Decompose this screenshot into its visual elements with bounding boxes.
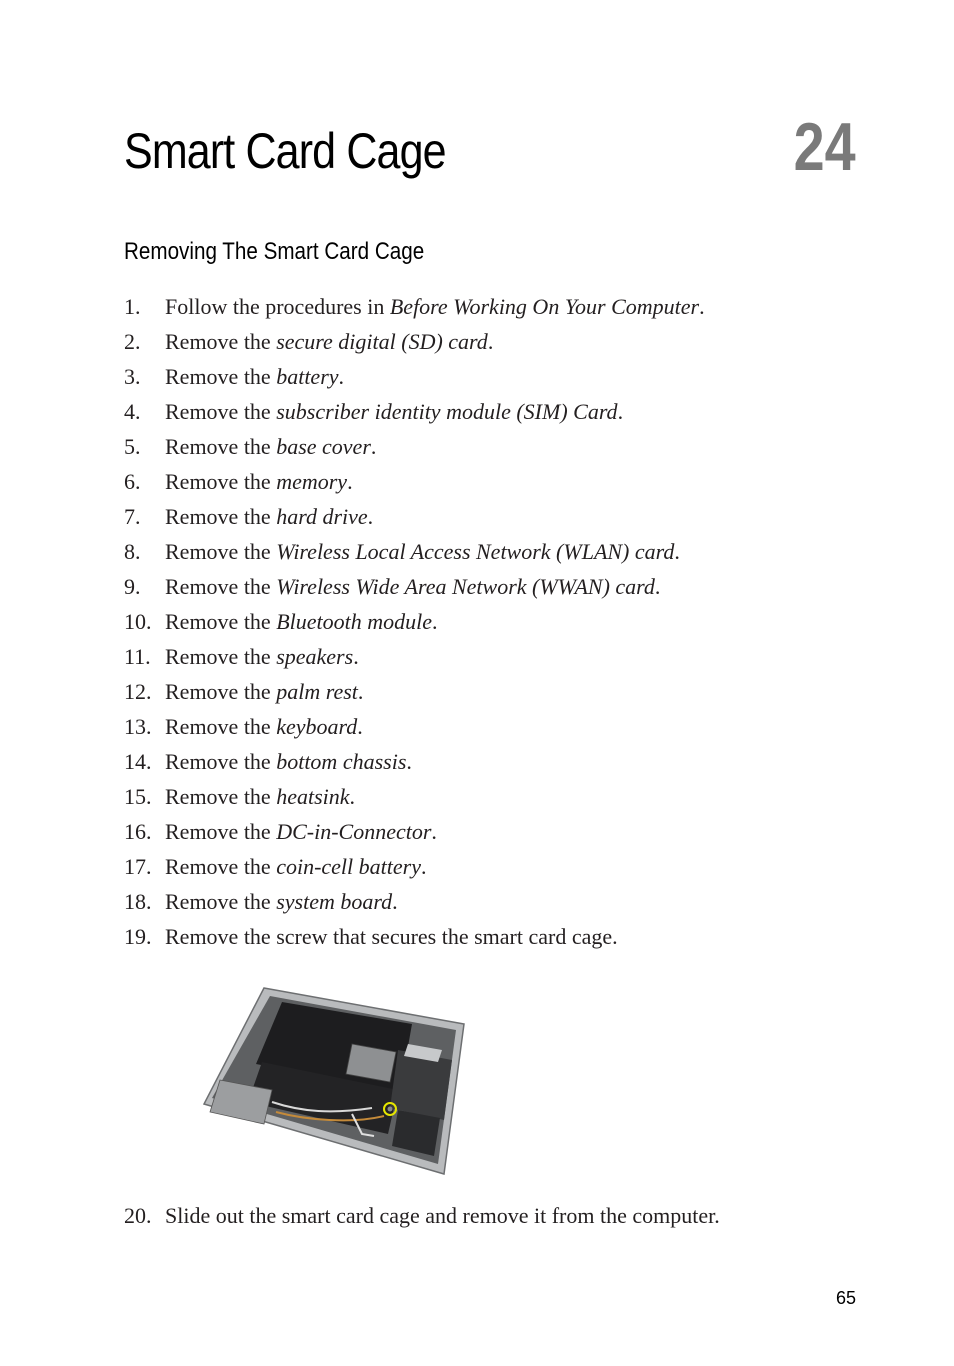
step-text: Remove the speakers. <box>165 644 359 669</box>
step-text: Remove the base cover. <box>165 434 377 459</box>
step-text: Remove the palm rest. <box>165 679 364 704</box>
step-reference: subscriber identity module (SIM) Card <box>276 399 618 424</box>
step-reference: base cover <box>276 434 371 459</box>
step-text: Remove the DC-in-Connector. <box>165 819 437 844</box>
step-text: Remove the keyboard. <box>165 714 363 739</box>
step-reference: hard drive <box>276 504 368 529</box>
step-number: 16. <box>124 819 152 844</box>
step-text: Remove the Wireless Wide Area Network (WWAN) card. <box>165 574 661 599</box>
step-reference: Bluetooth module <box>276 609 433 634</box>
step-reference: bottom chassis <box>276 749 407 774</box>
step-reference: DC-in-Connector <box>276 819 432 844</box>
step-text: Remove the bottom chassis. <box>165 749 412 774</box>
step-number: 2. <box>124 329 141 354</box>
laptop-chassis-photo <box>202 984 476 1176</box>
step-reference: battery <box>276 364 339 389</box>
step-reference: keyboard <box>276 714 358 739</box>
step-text: Remove the screw that secures the smart card cage. <box>165 924 618 949</box>
step-number: 9. <box>124 574 141 599</box>
step-text: Remove the coin-cell battery. <box>165 854 427 879</box>
step-text: Remove the subscriber identity module (SIM) Card. <box>165 399 624 424</box>
step-number: 6. <box>124 469 141 494</box>
step-number: 5. <box>124 434 141 459</box>
step-reference: heatsink <box>276 784 350 809</box>
step-reference: Before Working On Your Computer <box>389 294 700 319</box>
step-text: Slide out the smart card cage and remove it from the computer. <box>165 1203 720 1228</box>
step-number: 11. <box>124 644 151 669</box>
step-number: 12. <box>124 679 152 704</box>
step-text: Remove the system board. <box>165 889 398 914</box>
step-number: 4. <box>124 399 141 424</box>
step-number: 15. <box>124 784 152 809</box>
step-text: Remove the Bluetooth module. <box>165 609 438 634</box>
step-number: 1. <box>124 294 141 319</box>
step-reference: memory <box>276 469 348 494</box>
step-number: 7. <box>124 504 141 529</box>
step-number: 14. <box>124 749 152 774</box>
step-number: 3. <box>124 364 141 389</box>
chapter-number: 24 <box>793 109 856 185</box>
section-title: Removing The Smart Card Cage <box>124 238 425 265</box>
step-reference: speakers <box>276 644 354 669</box>
page-number: 65 <box>835 1288 856 1308</box>
step-text: Remove the secure digital (SD) card. <box>165 329 494 354</box>
step-text: Remove the Wireless Local Access Network (WLAN) card. <box>165 539 680 564</box>
step-text: Remove the memory. <box>165 469 353 494</box>
step-number: 10. <box>124 609 152 634</box>
step-reference: Wireless Local Access Network (WLAN) card <box>276 539 675 564</box>
step-text: Remove the heatsink. <box>165 784 356 809</box>
step-text: Follow the procedures in Before Working On Your Computer. <box>165 294 705 319</box>
step-text: Remove the battery. <box>165 364 345 389</box>
step-number: 18. <box>124 889 152 914</box>
step-number: 13. <box>124 714 152 739</box>
step-reference: system board <box>276 889 393 914</box>
step-number: 20. <box>124 1203 152 1228</box>
step-text: Remove the hard drive. <box>165 504 374 529</box>
step-reference: coin-cell battery <box>276 854 421 879</box>
step-reference: secure digital (SD) card <box>276 329 488 354</box>
chapter-title: Smart Card Cage <box>124 123 446 179</box>
step-number: 19. <box>124 924 152 949</box>
step-number: 8. <box>124 539 141 564</box>
step-reference: Wireless Wide Area Network (WWAN) card <box>276 574 655 599</box>
step-number: 17. <box>124 854 152 879</box>
step-reference: palm rest <box>276 679 358 704</box>
